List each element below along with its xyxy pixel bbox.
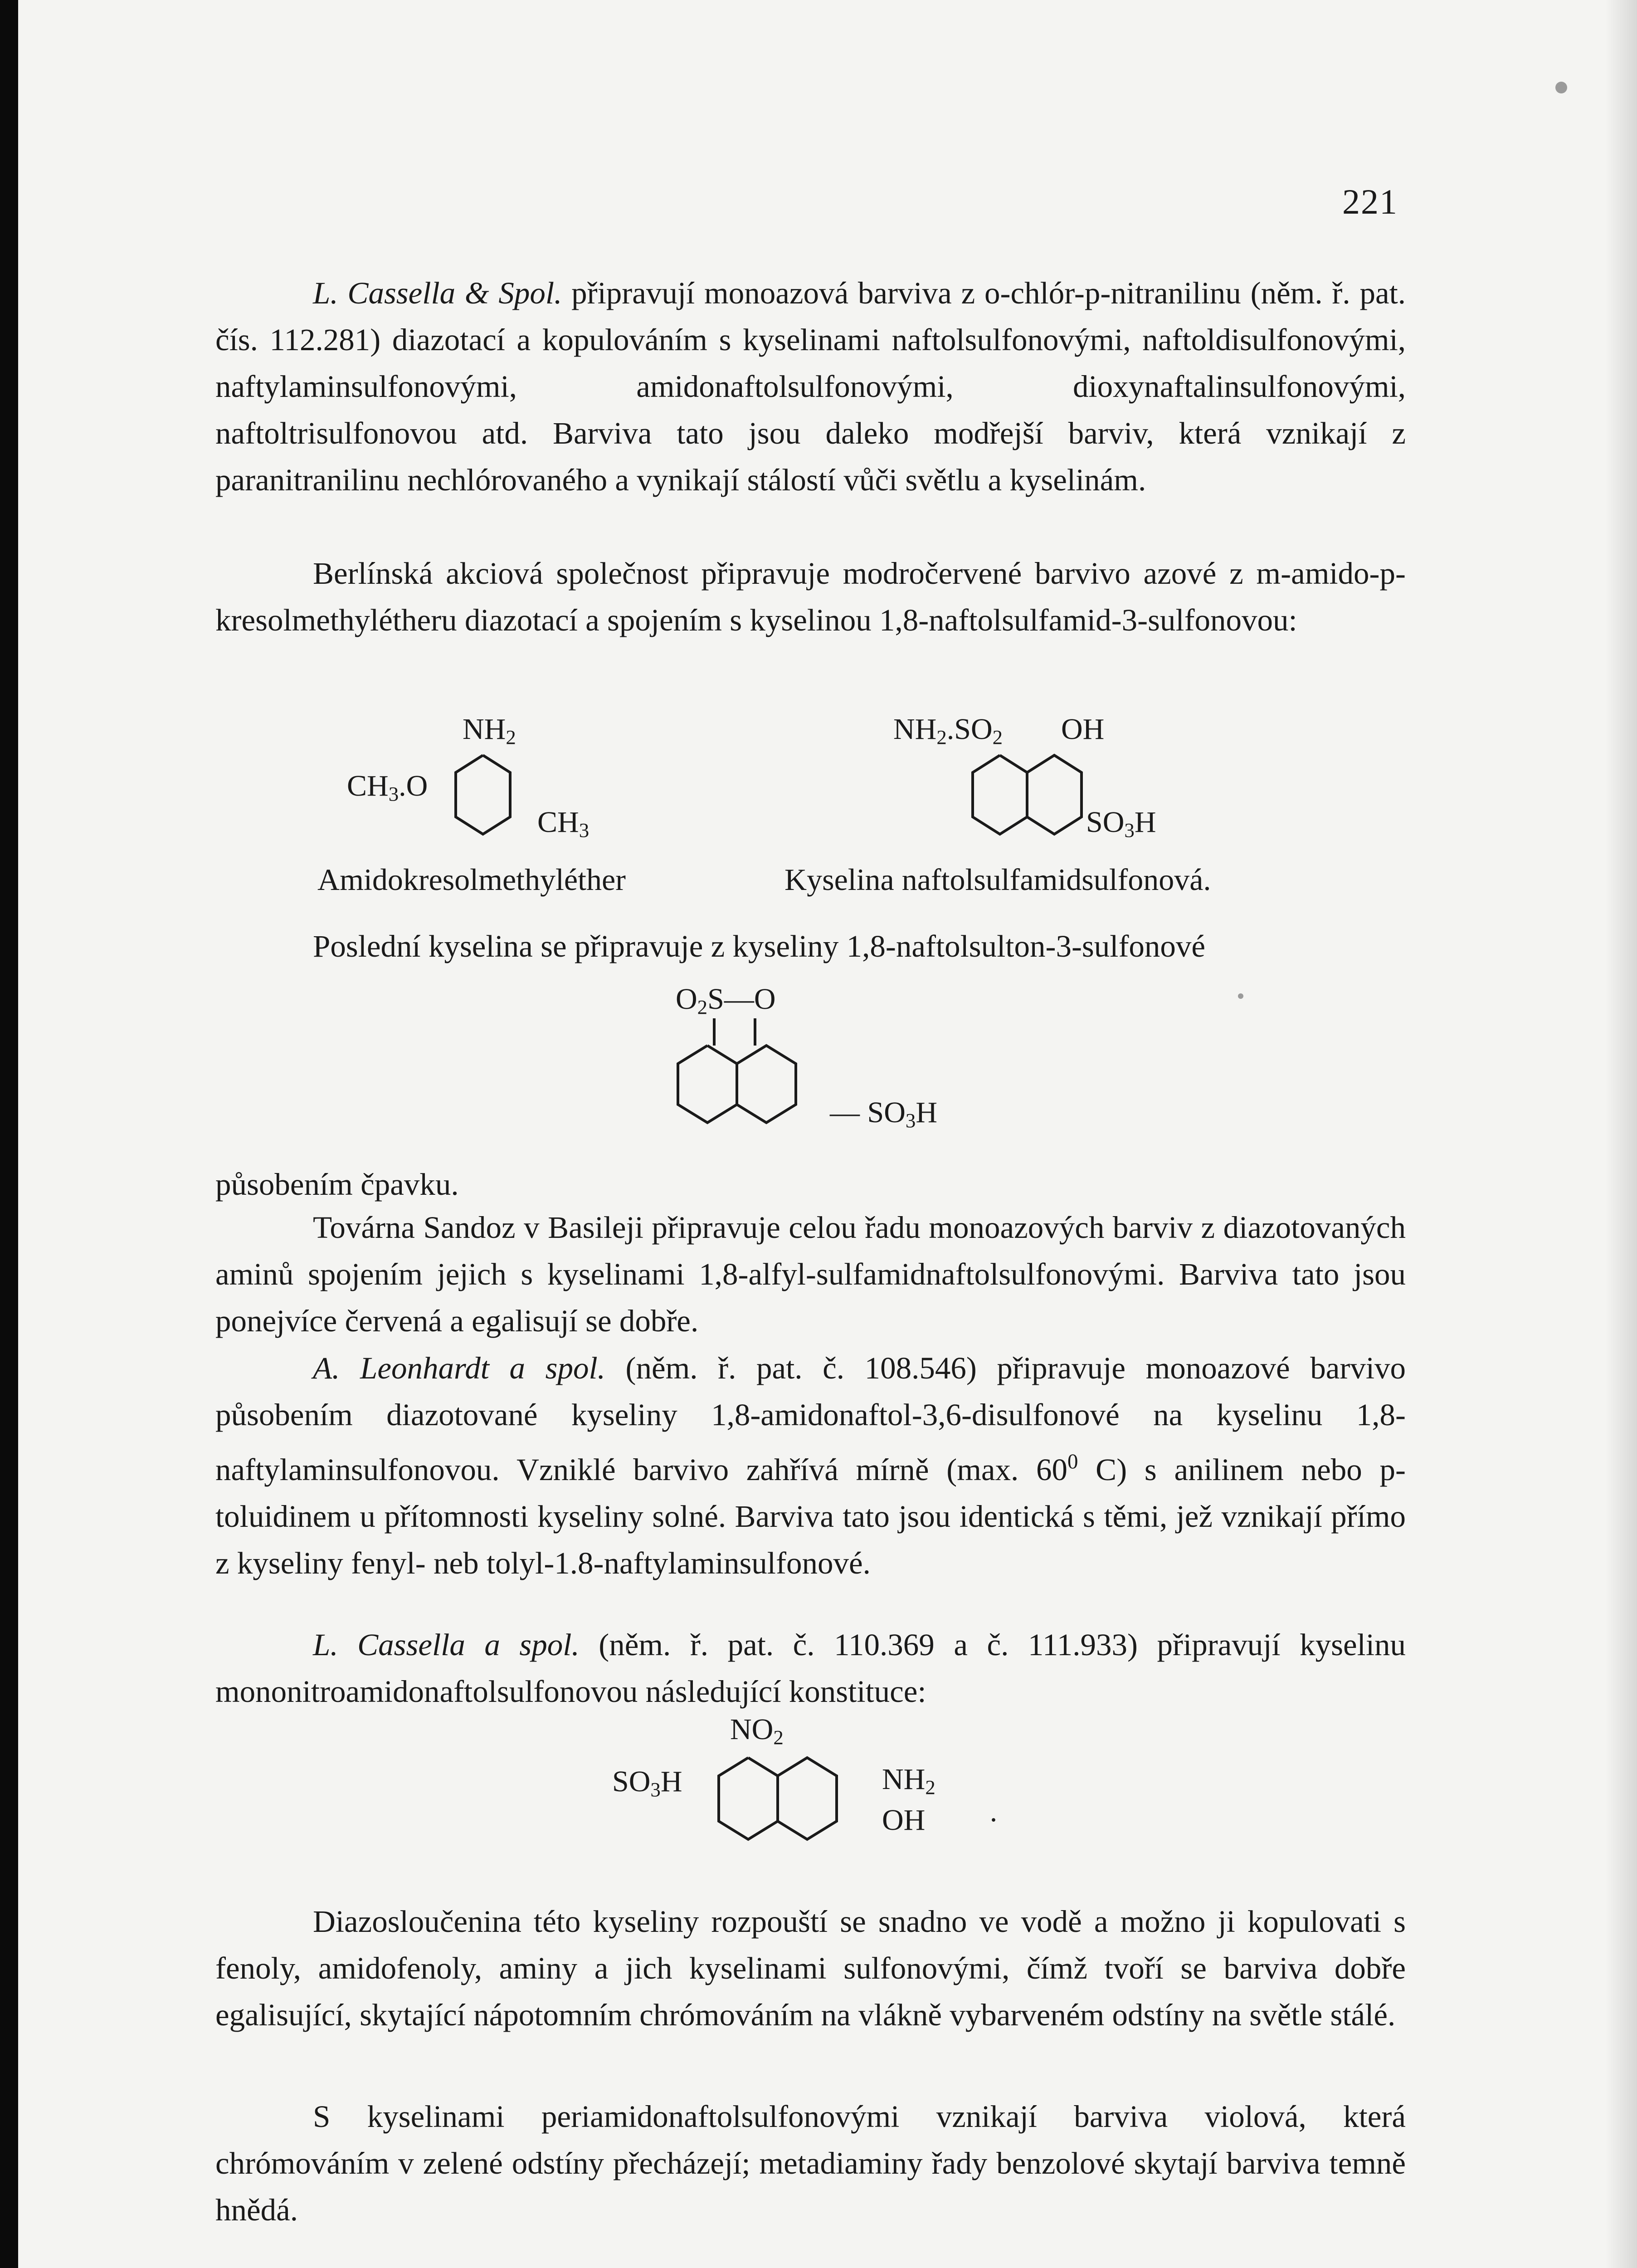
naphthalene-ring-4 [716, 1753, 889, 1880]
formula1-nh2: $NH_2$ [463, 713, 516, 749]
formula3-so3h: — $SO_3H$ [830, 1096, 937, 1132]
paragraph-berlin [215, 550, 1406, 644]
paragraph-text: Továrna Sandoz v Basileji připravuje celou řadu monoazových barviv z diazotovaných aminů spojením jejich s kyselinami 1,8-alfyl-sulfamidnaftolsulfonovými. Barviva tato jsou ponejvíce červená a egalisují se dobře. [215, 1210, 1406, 1338]
paragraph-text: připravují monoazová barviva z o-chlór-p-nitranilinu (něm. ř. pat. čís. 112.281) diazotací a kopulováním s kyselinami naftolsulfonovými, naftoldisulfonovými, naftylaminsulfonovými, amidonaftolsulfonovými, dioxynaftalinsulfonovými, naftoltrisulfonovou atd. Barviva tato jsou daleko modřejší barviv, která vznikají z paranitranilinu nechlórovaného a vynikají stálostí vůči světlu a kyselinám. [215, 276, 1406, 497]
paragraph-text: působením čpavku. [215, 1167, 459, 1202]
degree-sign: 0 [1067, 1450, 1078, 1473]
formula2-label: Kyselina naftolsulfamidsulfonová. [784, 862, 1211, 897]
formula1-label: Amidokresolmethyléther [317, 862, 626, 897]
company-name: A. Leonhardt a spol. [313, 1351, 605, 1385]
formula1-ch3o: $CH_3.O$ [347, 769, 428, 806]
formula4-nh2: $NH_2$ [882, 1763, 935, 1799]
formula4-oh: OH [882, 1804, 926, 1837]
paragraph-text: Berlínská akciová společnost připravuje modročervené barvivo azové z m-amido-p-kresolmethylétheru diazotací a spojením s kyselinou 1,8-naftolsulfamid-3-sulfonovou: [215, 556, 1406, 637]
formula1-ch3: $CH_3$ [537, 806, 590, 842]
formula2-nh2so2: $NH_2.SO_2$ [893, 713, 1003, 749]
benzene-ring-1 [451, 751, 542, 860]
paragraph-text: (něm. ř. pat. č. 110.369 a č. 111.933) připravují kyselinu mononitroamidonaftolsulfonovou následující konstituce: [215, 1628, 1406, 1709]
paragraph-leonhardt [215, 1345, 1406, 1587]
paragraph-sandoz [215, 1204, 1406, 1344]
paragraph-sulton [215, 923, 1406, 970]
naphthalene-sulton-ring [662, 1018, 843, 1163]
company-name: L. Cassella & Spol. [313, 276, 562, 310]
paragraph-text: S kyselinami periamidonaftolsulfonovými vznikají barviva violová, která chrómováním v zelené odstíny přecházejí; metadiaminy řady benzolové skytají barviva temně hnědá. [215, 2099, 1406, 2227]
paragraph-periamido [215, 2093, 1406, 2234]
formula2-so3h: $SO_3H$ [1086, 806, 1156, 842]
formula4-so3h: $SO_3H$ [612, 1765, 682, 1801]
page-edge-shadow [1605, 0, 1637, 2268]
scan-speck [1555, 82, 1567, 93]
formula4-dot: · [989, 1804, 999, 1837]
paragraph-cassella-1 [215, 270, 1406, 503]
formula2-oh: OH [1061, 713, 1105, 746]
paragraph-cpavku [215, 1161, 1406, 1208]
paragraph-diazo [215, 1898, 1406, 2038]
paragraph-text: C) s anilinem nebo p-toluidinem u přítomnosti kyseliny solné. Barviva tato jsou identická s těmi, jež vznikají přímo z kyseliny fenyl- neb tolyl-1.8-naftylaminsulfonové. [215, 1452, 1406, 1580]
scan-speck [1238, 993, 1243, 999]
scanned-page [18, 0, 1637, 2268]
paragraph-cassella-2 [215, 1622, 1406, 1715]
formula4-no2: $NO_2$ [730, 1713, 784, 1749]
paragraph-text: Poslední kyselina se připravuje z kyseliny 1,8-naftolsulton-3-sulfonové [313, 929, 1206, 963]
paragraph-text: Diazosloučenina této kyseliny rozpouští se snadno ve vodě a možno ji kopulovati s fenoly, amidofenoly, aminy a jich kyselinami sulfonovými, čímž tvoří se barviva dobře egalisující, skytající nápotomním chrómováním na vlákně vybarveném odstíny na světle stálé. [215, 1904, 1406, 2032]
page-number: 221 [1342, 182, 1398, 221]
paragraph-text: (něm. ř. pat. č. 108.546) připravuje monoazové barvivo působením diazotované kyseliny 1,8-amidonaftol-3,6-disulfonové na kyselinu 1,8-naftylaminsulfonovou. Vzniklé barvivo zahřívá mírně (max. 60 [215, 1351, 1406, 1487]
formula3-o2s: $O_2S—O$ [676, 982, 776, 1019]
company-name: L. Cassella a spol. [313, 1628, 580, 1662]
